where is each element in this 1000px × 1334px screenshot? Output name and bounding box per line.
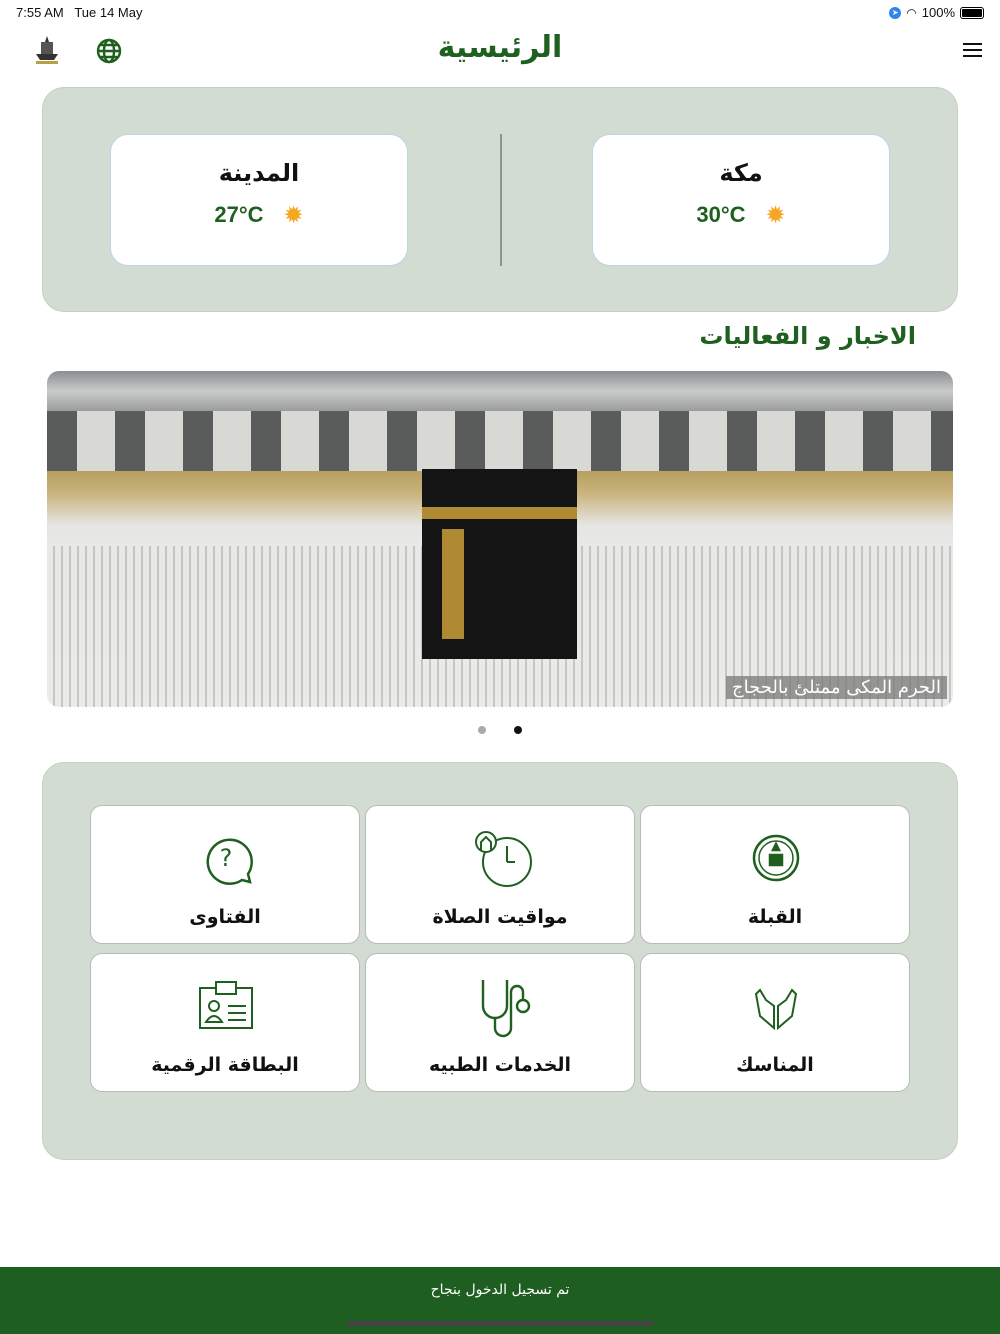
service-qibla[interactable] <box>640 805 910 944</box>
service-rituals[interactable] <box>640 953 910 1092</box>
service-label: المناسك <box>736 1054 814 1076</box>
battery-percent: 100% <box>921 5 955 20</box>
news-carousel[interactable] <box>47 371 953 707</box>
qibla-compass-icon <box>746 828 806 888</box>
temperature: 30°C <box>696 202 746 227</box>
status-bar <box>0 0 1000 24</box>
id-card-icon <box>196 976 256 1036</box>
service-label: مواقيت الصلاة <box>432 906 568 928</box>
page-title: الرئيسية <box>437 30 563 65</box>
kaaba-image <box>422 469 577 659</box>
status-date: Tue 14 May <box>74 5 143 20</box>
haram-arches <box>47 411 953 471</box>
status-time: 7:55 AM <box>16 5 64 20</box>
sun-icon: ✹ <box>765 201 786 229</box>
weather-card-makkah[interactable] <box>592 134 890 266</box>
question-bubble-icon <box>196 828 256 888</box>
city-name: المدينة <box>218 159 300 187</box>
city-name: مكة <box>719 159 763 187</box>
prayer-times-clock-icon <box>471 828 535 892</box>
service-medical[interactable] <box>365 953 635 1092</box>
battery-icon <box>960 7 984 19</box>
sun-icon: ✹ <box>283 201 304 229</box>
praying-hands-icon <box>746 976 806 1036</box>
service-label: الفتاوى <box>189 906 261 928</box>
header <box>0 28 1000 74</box>
service-digital-card[interactable] <box>90 953 360 1092</box>
hamburger-icon[interactable] <box>963 43 982 61</box>
news-section-title: الاخبار و الفعاليات <box>699 322 916 350</box>
services-panel <box>42 762 958 1160</box>
carousel-dot-2-active[interactable] <box>514 726 522 734</box>
stethoscope-icon <box>471 976 531 1040</box>
temperature: 27°C <box>214 202 264 227</box>
divider <box>500 134 502 266</box>
slide-caption: الحرم المكى ممتلئ بالحجاج <box>726 676 947 699</box>
toast-message: تم تسجيل الدخول بنجاح <box>430 1282 570 1298</box>
service-label: الخدمات الطبيه <box>428 1054 572 1076</box>
weather-card-madinah[interactable] <box>110 134 408 266</box>
service-label: البطاقة الرقمية <box>151 1054 299 1076</box>
home-indicator[interactable] <box>346 1321 654 1326</box>
service-prayer-times[interactable] <box>365 805 635 944</box>
svg-text:?: ? <box>219 844 233 872</box>
wifi-icon: ◠ <box>906 5 917 20</box>
service-fatwas[interactable] <box>90 805 360 944</box>
services-grid <box>90 805 910 1092</box>
location-icon: ➤ <box>889 7 901 19</box>
carousel-dot-1[interactable] <box>478 726 486 734</box>
weather-panel <box>42 87 958 312</box>
service-label: القبلة <box>747 906 803 928</box>
